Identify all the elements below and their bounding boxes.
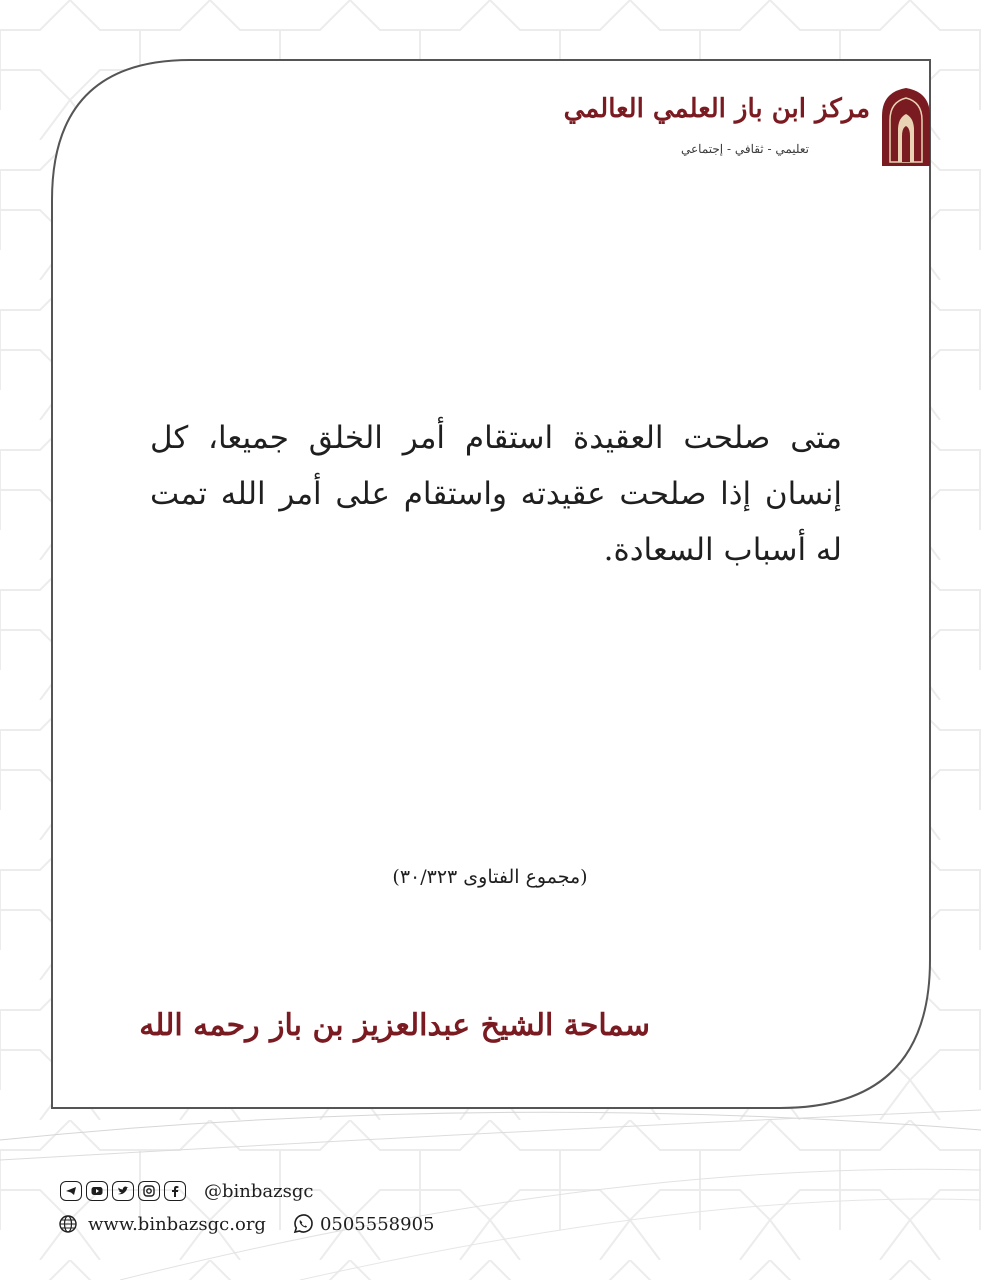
quote-source: (مجموع الفتاوى ٣٠/٣٢٣) bbox=[392, 866, 588, 888]
social-handle[interactable]: @binbazsgc bbox=[204, 1180, 314, 1202]
center-name: مركز ابن باز العلمي العالمي bbox=[563, 94, 870, 124]
website-link[interactable]: www.binbazsgc.org bbox=[88, 1213, 266, 1235]
twitter-icon[interactable] bbox=[112, 1181, 134, 1201]
facebook-icon[interactable] bbox=[164, 1181, 186, 1201]
calligraphy-signature: سماحة الشيخ عبدالعزيز بن باز رحمه الله bbox=[139, 1008, 650, 1043]
globe-icon bbox=[58, 1214, 78, 1234]
quote-text: متى صلحت العقيدة استقام أمر الخلق جميعا، كل إنسان إذا صلحت عقيدته واستقام على أمر الله تمت له أسباب السعادة. bbox=[150, 420, 842, 568]
instagram-icon[interactable] bbox=[138, 1181, 160, 1201]
center-tagline: تعليمي - ثقافي - إجتماعي bbox=[681, 142, 809, 156]
center-logo bbox=[563, 86, 934, 174]
phone-number[interactable]: 0505558905 bbox=[319, 1213, 435, 1235]
mosque-arch-icon bbox=[878, 86, 934, 166]
whatsapp-icon bbox=[292, 1213, 314, 1235]
contact-row bbox=[58, 1211, 434, 1237]
youtube-icon[interactable] bbox=[86, 1181, 108, 1201]
social-media-row bbox=[60, 1178, 313, 1204]
telegram-icon[interactable] bbox=[60, 1181, 82, 1201]
